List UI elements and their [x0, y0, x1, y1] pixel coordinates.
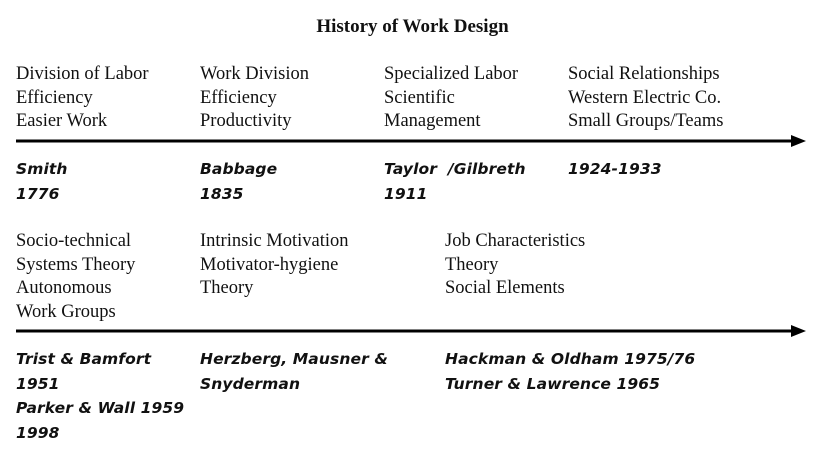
- diagram-title: History of Work Design: [316, 16, 509, 37]
- concept-social-relationships: [568, 63, 723, 134]
- concept-line: Social Relationships: [568, 64, 720, 84]
- name-line: 1835: [200, 184, 244, 203]
- concept-line: Work Groups: [16, 301, 116, 322]
- concept-line: Productivity: [200, 111, 292, 131]
- names-taylor-gilbreth: [384, 157, 526, 206]
- name-line: Turner & Lawrence 1965: [445, 374, 661, 393]
- name-line: Parker & Wall 1959: [16, 399, 185, 417]
- name-line: Hackman & Oldham 1975/76: [445, 350, 696, 368]
- concept-line: Division of Labor: [16, 64, 149, 84]
- concept-line: Western Electric Co.: [568, 87, 722, 108]
- name-line: 1998: [16, 423, 60, 442]
- name-line: 1924-1933: [568, 160, 662, 178]
- concept-division-of-labor: [16, 63, 149, 134]
- timeline-arrow-2: [0, 322, 825, 340]
- concept-job-characteristics: [445, 230, 585, 301]
- timeline-arrow-1: [0, 132, 825, 150]
- names-herzberg: [200, 347, 388, 396]
- concept-line: Autonomous: [16, 278, 112, 298]
- concept-line: Small Groups/Teams: [568, 111, 724, 131]
- names-smith: [16, 157, 68, 206]
- concept-line: Job Characteristics: [445, 231, 586, 251]
- concept-socio-technical: [16, 230, 135, 324]
- names-trist-bamfort: [16, 347, 184, 445]
- name-line: 1776: [16, 184, 60, 203]
- name-line: Babbage: [200, 160, 278, 178]
- concept-line: Scientific: [384, 87, 455, 108]
- concept-work-division: [200, 63, 309, 134]
- names-babbage: [200, 157, 277, 206]
- name-line: Taylor /Gilbreth: [384, 160, 526, 178]
- concept-line: Motivator-hygiene: [200, 254, 339, 275]
- names-1924-1933: [568, 157, 662, 182]
- concept-line: Theory: [445, 254, 499, 275]
- concept-line: Efficiency: [16, 87, 93, 108]
- concept-line: Socio-technical: [16, 231, 132, 251]
- name-line: Herzberg, Mausner &: [200, 350, 388, 368]
- name-line: 1951: [16, 374, 60, 393]
- concept-line: Intrinsic Motivation: [200, 231, 349, 251]
- name-line: 1911: [384, 184, 428, 203]
- concept-line: Easier Work: [16, 111, 108, 131]
- name-line: Snyderman: [200, 374, 301, 393]
- concept-line: Specialized Labor: [384, 64, 519, 84]
- concept-line: Work Division: [200, 64, 309, 84]
- concept-intrinsic-motivation: [200, 230, 349, 301]
- name-line: Trist & Bamfort: [16, 350, 152, 368]
- concept-line: Systems Theory: [16, 254, 136, 275]
- concept-line: Social Elements: [445, 278, 565, 298]
- concept-line: Management: [384, 111, 481, 131]
- concept-line: Efficiency: [200, 87, 277, 108]
- names-hackman-oldham: [445, 347, 695, 396]
- concept-line: Theory: [200, 278, 254, 298]
- concept-specialized-labor: [384, 63, 518, 134]
- name-line: Smith: [16, 160, 68, 178]
